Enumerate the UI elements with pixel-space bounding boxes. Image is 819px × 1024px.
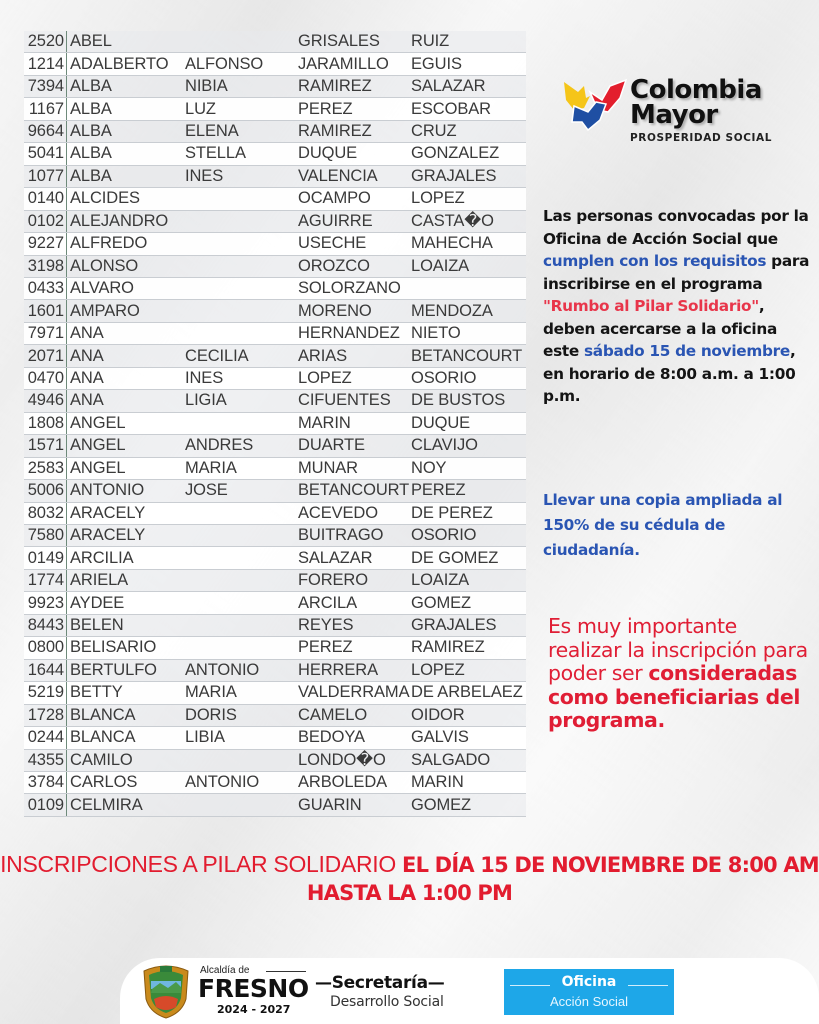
row-second-surname: MENDOZA bbox=[411, 301, 493, 320]
row-code: 1774 bbox=[24, 570, 67, 591]
row-second-surname: GALVIS bbox=[411, 728, 469, 747]
footer-logos bbox=[120, 958, 819, 1024]
row-second-surname: NIETO bbox=[411, 324, 461, 343]
row-code: 0800 bbox=[24, 637, 67, 658]
list-row bbox=[24, 615, 526, 637]
row-code: 4355 bbox=[24, 750, 67, 771]
secretaria-subtitle: Desarrollo Social bbox=[330, 994, 444, 1010]
alcaldia-name: FRESNO bbox=[198, 974, 309, 1003]
row-second-surname: CLAVIJO bbox=[411, 436, 478, 455]
list-row bbox=[24, 660, 526, 682]
row-first-name: ALBA bbox=[70, 122, 112, 141]
row-first-name: CAMILO bbox=[70, 750, 133, 769]
row-first-name: ARCILIA bbox=[70, 548, 134, 567]
row-second-surname: GOMEZ bbox=[411, 795, 471, 814]
row-second-surname: OSORIO bbox=[411, 526, 477, 545]
row-second-surname: ESCOBAR bbox=[411, 99, 491, 118]
row-code: 0102 bbox=[24, 211, 67, 232]
list-row bbox=[24, 525, 526, 547]
row-first-name: ANA bbox=[70, 391, 104, 410]
row-first-name: ALBA bbox=[70, 144, 112, 163]
banner-date: EL DÍA 15 DE NOVIEMBRE DE 8:00 AM HASTA LA 1:00 PM bbox=[306, 853, 819, 905]
row-first-name: BETTY bbox=[70, 683, 123, 702]
row-code: 1571 bbox=[24, 435, 67, 456]
row-first-surname: AGUIRRE bbox=[298, 211, 373, 230]
info-program-name: "Rumbo al Pilar Solidario" bbox=[543, 297, 759, 315]
oficina-subtitle: Acción Social bbox=[549, 994, 629, 1009]
row-second-surname: GONZALEZ bbox=[411, 144, 500, 163]
row-second-surname: LOAIZA bbox=[411, 571, 470, 590]
row-second-surname: EGUIS bbox=[411, 54, 462, 73]
list-row bbox=[24, 53, 526, 75]
row-second-name: LIGIA bbox=[185, 391, 227, 410]
row-code: 1644 bbox=[24, 660, 67, 681]
row-second-surname: MARIN bbox=[411, 773, 464, 792]
row-code: 0109 bbox=[24, 794, 67, 815]
butterflies-icon bbox=[560, 78, 630, 133]
row-first-surname: PEREZ bbox=[298, 638, 353, 657]
row-first-name: ANA bbox=[70, 369, 104, 388]
row-first-surname: BEDOYA bbox=[298, 728, 365, 747]
row-second-surname: DUQUE bbox=[411, 413, 471, 432]
row-code: 1214 bbox=[24, 53, 67, 74]
list-row bbox=[24, 188, 526, 210]
row-first-name: ARACELY bbox=[70, 526, 146, 545]
important-emphasis: consideradas como beneficiarias del programa. bbox=[548, 661, 800, 733]
row-code: 8443 bbox=[24, 615, 67, 636]
row-second-surname: LOAIZA bbox=[411, 256, 470, 275]
row-first-surname: DUQUE bbox=[298, 144, 358, 163]
list-row bbox=[24, 323, 526, 345]
important-text: Es muy importante realizar la inscripción para poder ser bbox=[548, 614, 808, 686]
row-code: 7580 bbox=[24, 525, 67, 546]
row-first-name: ALCIDES bbox=[70, 189, 140, 208]
row-first-surname: SALAZAR bbox=[298, 548, 373, 567]
row-code: 0433 bbox=[24, 278, 67, 299]
row-code: 4946 bbox=[24, 390, 67, 411]
row-code: 1077 bbox=[24, 166, 67, 187]
beneficiary-list bbox=[24, 31, 526, 817]
row-first-name: ARACELY bbox=[70, 503, 146, 522]
info-text: , en horario de 8:00 a.m. a 1:00 p.m. bbox=[543, 342, 796, 405]
row-first-name: ANTONIO bbox=[70, 481, 145, 500]
row-second-surname: SALGADO bbox=[411, 750, 491, 769]
list-row bbox=[24, 547, 526, 569]
row-first-surname: BUITRAGO bbox=[298, 526, 384, 545]
brand-line-1: Colombia bbox=[630, 75, 762, 105]
row-code: 7971 bbox=[24, 323, 67, 344]
row-second-surname: LOPEZ bbox=[411, 189, 465, 208]
row-code: 1808 bbox=[24, 413, 67, 434]
row-second-surname: DE GOMEZ bbox=[411, 548, 499, 567]
row-code: 8032 bbox=[24, 503, 67, 524]
row-first-surname: GUARIN bbox=[298, 795, 362, 814]
row-first-name: BELEN bbox=[70, 616, 124, 634]
row-first-surname: RAMIREZ bbox=[298, 122, 372, 141]
row-code: 1728 bbox=[24, 705, 67, 726]
row-first-surname: RAMIREZ bbox=[298, 77, 372, 96]
list-row bbox=[24, 31, 526, 53]
row-second-surname: GRAJALES bbox=[411, 166, 497, 185]
row-second-name: NIBIA bbox=[185, 77, 228, 96]
row-first-name: ANA bbox=[70, 324, 104, 343]
row-code: 7394 bbox=[24, 76, 67, 97]
list-row bbox=[24, 592, 526, 614]
row-code: 2583 bbox=[24, 458, 67, 479]
row-first-name: BLANCA bbox=[70, 705, 136, 724]
list-row bbox=[24, 256, 526, 278]
row-first-surname: VALDERRAMA bbox=[298, 683, 410, 702]
row-first-name: ALFREDO bbox=[70, 234, 148, 253]
row-first-name: ARIELA bbox=[70, 571, 129, 590]
row-first-name: CELMIRA bbox=[70, 795, 143, 814]
row-second-surname: DE BUSTOS bbox=[411, 391, 506, 410]
list-row bbox=[24, 570, 526, 592]
row-first-surname: ARBOLEDA bbox=[298, 773, 388, 792]
alcaldia-label: Alcaldía de bbox=[200, 965, 250, 976]
row-first-name: BERTULFO bbox=[70, 660, 157, 679]
oficina-title: Oficina bbox=[561, 974, 617, 990]
row-code: 9664 bbox=[24, 121, 67, 142]
row-second-name: MARIA bbox=[185, 458, 237, 477]
row-second-surname: OIDOR bbox=[411, 705, 465, 724]
colombia-mayor-logo bbox=[560, 74, 790, 150]
row-second-name: ANTONIO bbox=[185, 660, 260, 679]
row-second-surname: OSORIO bbox=[411, 369, 477, 388]
row-first-surname: CIFUENTES bbox=[298, 391, 391, 410]
row-first-surname: ACEVEDO bbox=[298, 503, 378, 522]
row-second-name: ALFONSO bbox=[185, 54, 264, 73]
row-code: 3784 bbox=[24, 772, 67, 793]
info-text: , deben acercarse a la oficina este bbox=[543, 297, 777, 360]
row-code: 5006 bbox=[24, 480, 67, 501]
row-first-surname: JARAMILLO bbox=[298, 54, 389, 73]
row-first-surname: HERRERA bbox=[298, 660, 378, 679]
row-first-name: ALVARO bbox=[70, 279, 134, 298]
row-first-surname: LOPEZ bbox=[298, 369, 352, 388]
id-copy-instruction: Llevar una copia ampliada al 150% de su cédula de ciudadanía. bbox=[543, 491, 783, 559]
row-second-name: JOSE bbox=[185, 481, 228, 500]
row-code: 0140 bbox=[24, 188, 67, 209]
list-row bbox=[24, 121, 526, 143]
row-first-surname: LONDO�O bbox=[298, 751, 386, 770]
list-row bbox=[24, 278, 526, 300]
list-row bbox=[24, 345, 526, 367]
row-first-surname: GRISALES bbox=[298, 32, 380, 51]
row-second-surname: RAMIREZ bbox=[411, 638, 485, 657]
row-first-surname: CAMELO bbox=[298, 705, 368, 724]
list-row bbox=[24, 772, 526, 794]
row-code: 1167 bbox=[24, 98, 67, 119]
list-row bbox=[24, 368, 526, 390]
list-row bbox=[24, 458, 526, 480]
row-first-name: ANA bbox=[70, 346, 104, 365]
secretaria-title: —Secretaría— bbox=[315, 973, 445, 993]
row-code: 2071 bbox=[24, 345, 67, 366]
row-second-name: ANTONIO bbox=[185, 773, 260, 792]
row-first-name: AYDEE bbox=[70, 593, 125, 612]
list-row bbox=[24, 503, 526, 525]
row-second-surname: NOY bbox=[411, 458, 447, 477]
list-row bbox=[24, 390, 526, 412]
row-first-name: ALBA bbox=[70, 99, 112, 118]
row-second-surname: GOMEZ bbox=[411, 593, 471, 612]
row-first-name: ABEL bbox=[70, 32, 112, 51]
row-second-name: ANDRES bbox=[185, 436, 254, 455]
row-first-name: ALBA bbox=[70, 166, 112, 185]
list-row bbox=[24, 750, 526, 772]
row-first-name: ADALBERTO bbox=[70, 54, 169, 73]
row-first-surname: BETANCOURT bbox=[298, 481, 410, 500]
fresno-shield-icon bbox=[138, 963, 194, 1019]
row-code: 2520 bbox=[24, 31, 67, 52]
row-second-name: STELLA bbox=[185, 144, 246, 163]
row-first-surname: USECHE bbox=[298, 234, 367, 253]
row-first-name: BLANCA bbox=[70, 728, 136, 747]
row-code: 0470 bbox=[24, 368, 67, 389]
row-first-surname: REYES bbox=[298, 616, 354, 634]
row-first-surname: MARIN bbox=[298, 413, 351, 432]
list-row bbox=[24, 682, 526, 704]
row-second-name: LIBIA bbox=[185, 728, 225, 747]
brand-line-2: Mayor bbox=[630, 100, 718, 130]
row-first-surname: MORENO bbox=[298, 301, 372, 320]
row-first-name: ANGEL bbox=[70, 413, 126, 432]
row-first-name: BELISARIO bbox=[70, 638, 157, 657]
list-row bbox=[24, 413, 526, 435]
list-row bbox=[24, 166, 526, 188]
list-row bbox=[24, 76, 526, 98]
row-code: 0244 bbox=[24, 727, 67, 748]
list-row bbox=[24, 98, 526, 120]
row-first-surname: OROZCO bbox=[298, 256, 370, 275]
row-code: 1601 bbox=[24, 300, 67, 321]
row-first-surname: VALENCIA bbox=[298, 166, 378, 185]
row-first-surname: ARCILA bbox=[298, 593, 358, 612]
important-note bbox=[548, 615, 813, 733]
list-row bbox=[24, 435, 526, 457]
row-second-name: LUZ bbox=[185, 99, 216, 118]
row-second-surname: RUIZ bbox=[411, 32, 450, 51]
row-first-surname: MUNAR bbox=[298, 458, 358, 477]
list-row bbox=[24, 637, 526, 659]
row-second-surname: BETANCOURT bbox=[411, 346, 523, 365]
row-second-name: ELENA bbox=[185, 122, 239, 141]
row-code: 3198 bbox=[24, 256, 67, 277]
registration-banner bbox=[0, 850, 819, 907]
row-second-surname: DE PEREZ bbox=[411, 503, 493, 522]
list-row bbox=[24, 480, 526, 502]
list-row bbox=[24, 727, 526, 749]
row-first-name: ANGEL bbox=[70, 458, 126, 477]
alcaldia-years: 2024 - 2027 bbox=[217, 1003, 291, 1016]
list-row bbox=[24, 300, 526, 322]
info-text: para inscribirse en el programa bbox=[543, 252, 810, 293]
info-highlight-requirements: cumplen con los requisitos bbox=[543, 252, 767, 270]
row-first-name: CARLOS bbox=[70, 773, 138, 792]
row-first-surname: OCAMPO bbox=[298, 189, 371, 208]
row-second-surname: PEREZ bbox=[411, 481, 466, 500]
list-row bbox=[24, 705, 526, 727]
row-code: 5041 bbox=[24, 143, 67, 164]
list-row bbox=[24, 794, 526, 816]
row-second-name: DORIS bbox=[185, 705, 237, 724]
row-second-name: MARIA bbox=[185, 683, 237, 702]
list-row bbox=[24, 211, 526, 233]
row-second-surname: DE ARBELAEZ bbox=[411, 683, 523, 702]
row-first-surname: SOLORZANO bbox=[298, 279, 401, 298]
row-second-surname: CASTA�O bbox=[411, 212, 494, 231]
oficina-accion-social-badge bbox=[504, 969, 674, 1015]
row-first-surname: HERNANDEZ bbox=[298, 324, 400, 343]
row-code: 9923 bbox=[24, 592, 67, 613]
row-first-name: ANGEL bbox=[70, 436, 126, 455]
row-second-surname: MAHECHA bbox=[411, 234, 493, 253]
row-first-surname: FORERO bbox=[298, 571, 368, 590]
row-second-surname: LOPEZ bbox=[411, 660, 465, 679]
info-text: Las personas convocadas por la Oficina de Acción Social que bbox=[543, 207, 809, 248]
row-second-name: CECILIA bbox=[185, 346, 249, 365]
list-row bbox=[24, 143, 526, 165]
info-paragraph bbox=[543, 205, 813, 408]
row-code: 5219 bbox=[24, 682, 67, 703]
brand-subtitle: PROSPERIDAD SOCIAL bbox=[630, 132, 773, 144]
banner-title: INSCRIPCIONES A PILAR SOLIDARIO bbox=[0, 851, 403, 877]
row-second-surname: SALAZAR bbox=[411, 77, 486, 96]
list-row bbox=[24, 233, 526, 255]
info-date: sábado 15 de noviembre bbox=[584, 342, 790, 360]
row-first-surname: ARIAS bbox=[298, 346, 348, 365]
row-second-name: INES bbox=[185, 166, 224, 185]
row-code: 9227 bbox=[24, 233, 67, 254]
row-first-name: ALBA bbox=[70, 77, 112, 96]
divider bbox=[266, 971, 306, 972]
row-first-name: AMPARO bbox=[70, 301, 140, 320]
row-second-name: INES bbox=[185, 369, 224, 388]
row-second-surname: CRUZ bbox=[411, 122, 457, 141]
row-second-surname: GRAJALES bbox=[411, 616, 497, 634]
row-first-surname: PEREZ bbox=[298, 99, 353, 118]
row-first-name: ALEJANDRO bbox=[70, 211, 169, 230]
row-code: 0149 bbox=[24, 547, 67, 568]
row-first-surname: DUARTE bbox=[298, 436, 365, 455]
row-first-name: ALONSO bbox=[70, 256, 139, 275]
